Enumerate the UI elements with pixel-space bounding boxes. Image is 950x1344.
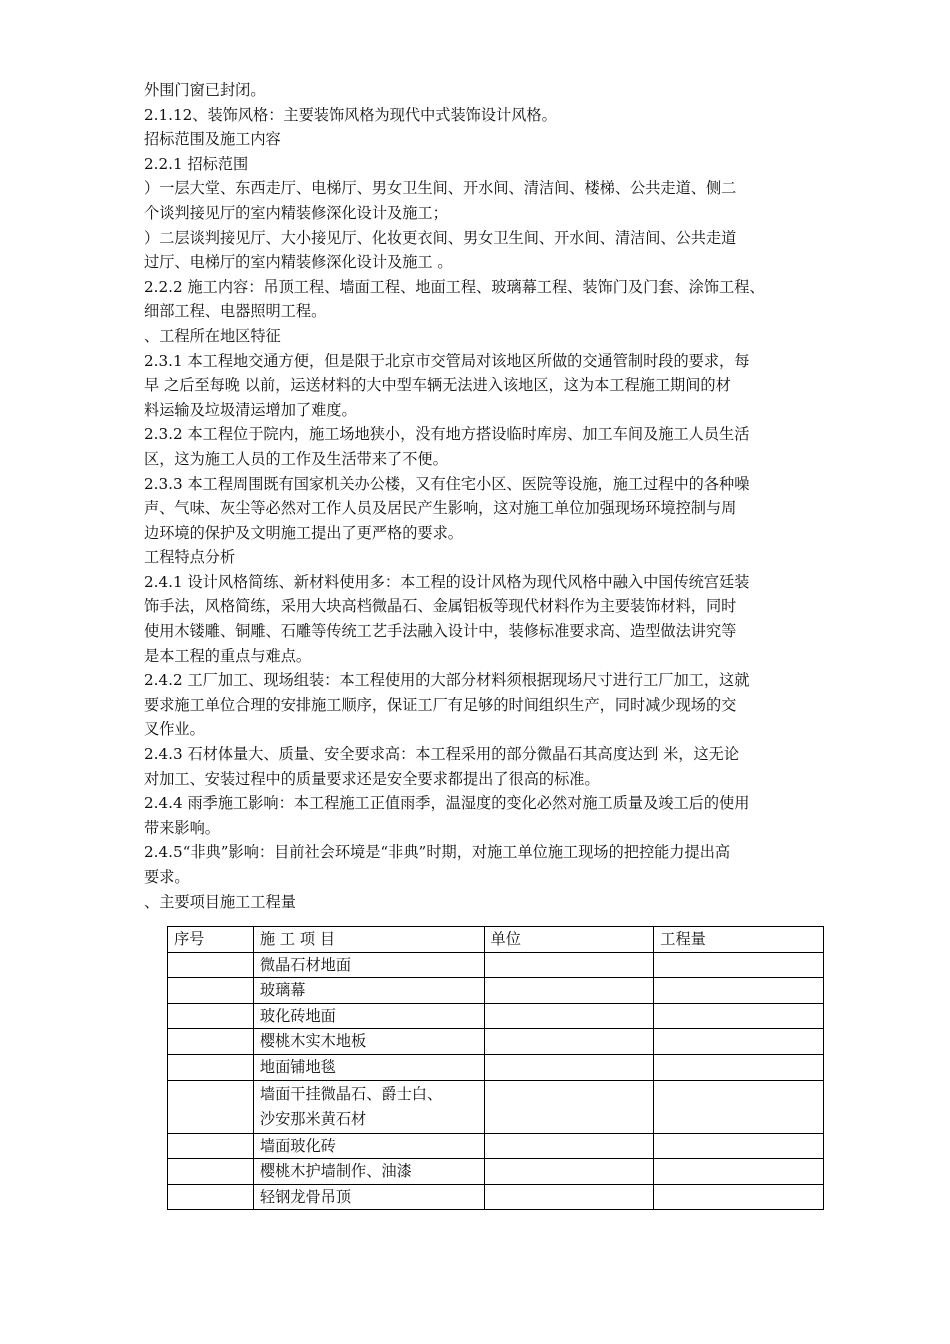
cell-index (168, 1133, 254, 1159)
cell-unit (484, 952, 654, 978)
cell-index (168, 1184, 254, 1210)
table-row (168, 1003, 824, 1029)
text-line: 使用木镂雕、铜雕、石雕等传统工艺手法融入设计中，装修标准要求高、造型做法讲究等 (144, 622, 737, 641)
cell-unit (484, 1184, 654, 1210)
cell-unit (484, 1080, 654, 1133)
text-line: 区，这为施工人员的工作及生活带来了不便。 (144, 449, 448, 468)
header-index: 序号 (168, 927, 254, 953)
text-line: 2.3.2 本工程位于院内，施工场地狭小，没有地方搭设临时库房、加工车间及施工人员生活 (144, 425, 750, 444)
text-line: 过厅、电梯厅的室内精装修深化设计及施工 。 (144, 253, 453, 272)
cell-quantity (654, 1054, 824, 1080)
cell-item: 墙面玻化砖 (253, 1133, 484, 1159)
text-line: 是本工程的重点与难点。 (144, 646, 312, 665)
text-line: 2.4.5“非典”影响：目前社会环境是“非典”时期，对施工单位施工现场的把控能力提出高 (144, 843, 731, 862)
text-line: 2.4.2 工厂加工、现场组装：本工程使用的大部分材料须根据现场尺寸进行工厂加工，这就 (144, 671, 750, 690)
table-row (168, 952, 824, 978)
cell-unit (484, 978, 654, 1004)
text-line: ）一层大堂、东西走厅、电梯厅、男女卫生间、开水间、清洁间、楼梯、公共走道、侧二 (144, 179, 737, 198)
text-line: 边环境的保护及文明施工提出了更严格的要求。 (144, 523, 463, 542)
text-line: 早 之后至每晚 以前，运送材料的大中型车辆无法进入该地区，这为本工程施工期间的材 (144, 376, 731, 395)
cell-quantity (654, 1080, 824, 1133)
text-line: 工程特点分析 (144, 548, 236, 567)
cell-item: 地面铺地毯 (253, 1054, 484, 1080)
table-row (168, 1133, 824, 1159)
text-line: 2.4.3 石材体量大、质量、安全要求高：本工程采用的部分微晶石其高度达到 米，这无论 (144, 745, 740, 764)
cell-item: 樱桃木护墙制作、油漆 (253, 1159, 484, 1185)
cell-item: 玻璃幕 (253, 978, 484, 1004)
cell-unit (484, 1159, 654, 1185)
text-line: 对加工、安装过程中的质量要求还是安全要求都提出了很高的标准。 (144, 769, 600, 788)
cell-quantity (654, 1159, 824, 1185)
cell-unit (484, 1029, 654, 1055)
header-quantity: 工程量 (654, 927, 824, 953)
table-row (168, 1184, 824, 1210)
document-body (144, 78, 824, 914)
cell-quantity (654, 1133, 824, 1159)
cell-item: 玻化砖地面 (253, 1003, 484, 1029)
text-line: 细部工程、电器照明工程。 (144, 302, 327, 321)
text-line: 要求施工单位合理的安排施工顺序，保证工厂有足够的时间组织生产，同时减少现场的交 (144, 695, 737, 714)
cell-index (168, 1080, 254, 1133)
cell-quantity (654, 1184, 824, 1210)
cell-unit (484, 1054, 654, 1080)
text-line: 2.4.4 雨季施工影响：本工程施工正值雨季，温湿度的变化必然对施工质量及竣工后的使用 (144, 794, 750, 813)
cell-quantity (654, 952, 824, 978)
cell-quantity (654, 1029, 824, 1055)
text-line: 个谈判接见厅的室内精装修深化设计及施工； (144, 203, 448, 222)
table-row (168, 1054, 824, 1080)
text-line: 2.2.2 施工内容：吊顶工程、墙面工程、地面工程、玻璃幕工程、装饰门及门套、涂饰工程、 (144, 277, 765, 296)
text-line: 2.1.12、装饰风格：主要装饰风格为现代中式装饰设计风格。 (144, 105, 557, 124)
cell-index (168, 1159, 254, 1185)
text-line: 叉作业。 (144, 720, 205, 739)
table-row (168, 1159, 824, 1185)
cell-item: 轻钢龙骨吊顶 (253, 1184, 484, 1210)
text-line: 料运输及垃圾清运增加了难度。 (144, 400, 357, 419)
text-line: 带来影响。 (144, 818, 220, 837)
text-line: 、主要项目施工工程量 (144, 892, 296, 911)
table-header-row (168, 927, 824, 953)
text-line: 饰手法，风格简练，采用大块高档微晶石、金属铝板等现代材料作为主要装饰材料，同时 (144, 597, 737, 616)
text-line: 要求。 (144, 868, 190, 886)
text-line: 外围门窗已封闭。 (144, 81, 266, 99)
cell-quantity (654, 978, 824, 1004)
cell-item: 微晶石材地面 (253, 952, 484, 978)
header-item: 施 工 项 目 (253, 927, 484, 953)
cell-quantity (654, 1003, 824, 1029)
text-line: 招标范围及施工内容 (144, 130, 281, 149)
header-unit: 单位 (484, 927, 654, 953)
text-line: 、工程所在地区特征 (144, 326, 281, 345)
cell-item: 墙面干挂微晶石、爵士白、 沙安那米黄石材 (253, 1080, 484, 1133)
cell-index (168, 1003, 254, 1029)
cell-unit (484, 1003, 654, 1029)
table-row (168, 1029, 824, 1055)
table-row (168, 978, 824, 1004)
text-line: 2.3.1 本工程地交通方便，但是限于北京市交管局对该地区所做的交通管制时段的要求，每 (144, 351, 750, 370)
text-line: 声、气味、灰尘等必然对工作人员及居民产生影响，这对施工单位加强现场环境控制与周 (144, 499, 737, 518)
table-row (168, 1080, 824, 1133)
cell-unit (484, 1133, 654, 1159)
text-line: 2.3.3 本工程周围既有国家机关办公楼，又有住宅小区、医院等设施，施工过程中的各种噪 (144, 474, 750, 493)
text-line: 2.2.1 招标范围 (144, 154, 249, 173)
cell-item: 樱桃木实木地板 (253, 1029, 484, 1055)
cell-index (168, 952, 254, 978)
text-line: 2.4.1 设计风格简练、新材料使用多：本工程的设计风格为现代风格中融入中国传统宫廷装 (144, 572, 750, 591)
text-line: ）二层谈判接见厅、大小接见厅、化妆更衣间、男女卫生间、开水间、清洁间、公共走道 (144, 228, 737, 247)
cell-index (168, 1029, 254, 1055)
cell-index (168, 1054, 254, 1080)
quantity-table (167, 926, 824, 1210)
cell-index (168, 978, 254, 1004)
